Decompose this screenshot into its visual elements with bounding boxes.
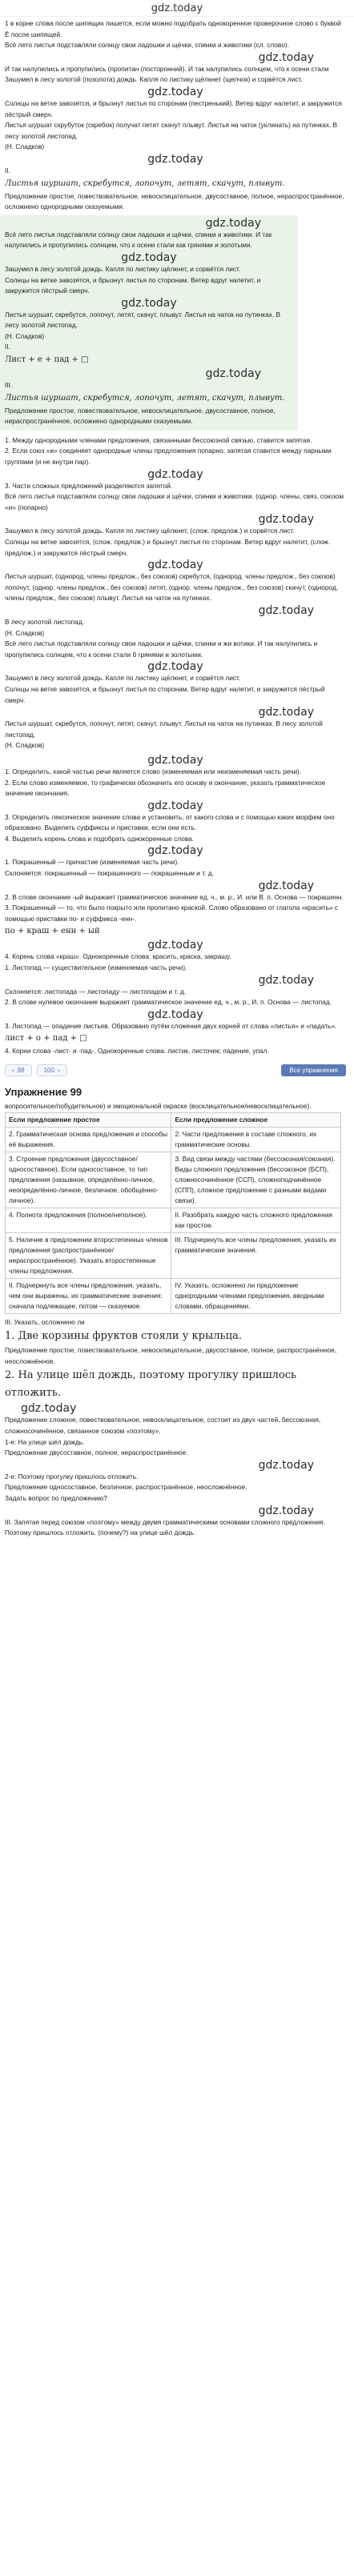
exercise-pager [5, 1060, 346, 1081]
watermark: gdz.today [258, 1458, 314, 1472]
final-paragraph: Солнцы на ветке завозятся, и брызнут листья по сторонам. Ветер вдруг налетит, и закружится пёстрый смерч. [5, 684, 325, 704]
formula-label: II. [5, 343, 10, 351]
sentence-analysis: Предложение простое, повествовательное, невосклицательное, двусоставное, полное, нераспространённое, осложнено однородными сказуемыми. [5, 191, 344, 211]
table-cell: 2. Части предложения в составе сложного, их грамматические основы. [171, 1127, 341, 1152]
answer-line: Предложение двусоставное, полное, нераспространённое. [5, 1448, 188, 1457]
table-header-complex: Если предложение сложное [171, 1112, 341, 1127]
solution-content [0, 17, 354, 1539]
watermark: gdz.today [147, 559, 203, 572]
watermark: gdz.today [147, 152, 203, 166]
exercise-intro: вопросительное/побудительное) и эмоциональной окраске (восклицательное/невосклицательное). [5, 1102, 312, 1110]
morph-block [5, 754, 346, 1057]
table-cell: IV. Указать, осложнено ли предложение однородными членами предложения, вводными словами, обращениями. [171, 1278, 341, 1313]
morph-item: 3. Листопад — опадение листьев. Образовано путём сложения двух корней от слова «листья» и «падать». [5, 1021, 337, 1030]
example-paragraph: Всё лето листья подставляли солнцу свои ладошки и щёчки, спинки и животики. (однор. члены, связ. союзом «и» (попарно) [5, 492, 344, 511]
morph-item: 4. Корни слова -лист- и -пад-. Однокоренные слова: листик, листочек; падение, упал. [5, 1047, 269, 1056]
final-paragraph: Листья шуршат, скребутся, лопочут, летят, скачут, плывут. Листья на чаток на путинках. В лесу золотой листопад. [5, 719, 323, 739]
chevron-right-icon: › [57, 1067, 60, 1074]
table-cell: 2. Грамматическая основа предложения и способы её выражения. [6, 1127, 171, 1152]
morph-item: 2. В слове нулевое окончание выражает грамматическое значение ед. ч., м. р., И. п. Основа — листопад. [5, 998, 332, 1007]
table-row [6, 1127, 341, 1152]
watermark: gdz.today [258, 513, 314, 527]
answer-line: Предложение простое, повествовательное, невосклицательное, двусоставное, полное, распространённое, неосложнённое. [5, 1346, 337, 1365]
answer-line: Поэтому пришлось отложить. (почему?) на улице шёл дождь. [5, 1528, 195, 1537]
final-paragraph: Зашумел в лесу золотой дождь. Капля по листику щёлкнет, и сорвётся лист. [5, 674, 241, 683]
morph-item: 2. В слове окончание -ый выражает грамматическое значение ед. ч., м. р., И. или В. п. Основа — покрашенн. [5, 892, 344, 901]
author-credit: (Н. Сладков) [5, 331, 45, 340]
comparison-table [5, 1112, 341, 1314]
final-paragraph: Всё лето листья подставляли солнцу свои ладошки и щёчки, спинки и жи вотики. И так налупились и пропупились солнцем, что к осени стали б грянями и золотыми. [5, 639, 318, 659]
example-sentence-1: 1. Две корзины фруктов стояли у крыльца. [5, 1330, 242, 1343]
word-formula: по + краш + енн + ый [5, 927, 100, 936]
morph-item: 1. Покрашенный — причастие (изменяемая часть речи). [5, 858, 179, 867]
table-cell: 5. Наличие в предложении второстепенных членов предложения (распространённое/нераспространённое). Указать второстепенные члены предложения. [6, 1232, 171, 1278]
watermark: gdz.today [205, 216, 261, 230]
watermark: gdz.today [147, 939, 203, 952]
example-sentence-2: 2. На улице шёл дождь, поэтому прогулку пришлось отложить. [5, 1369, 297, 1400]
intro-paragraph: 1 в корне слова после шипящих пишется, если можно подобрать однокоренное проверочное слово с буквой Ё после шипящей. [5, 19, 341, 38]
word-formula: лист + о + пад + □ [5, 1034, 87, 1044]
next-exercise-number: 100 [43, 1067, 54, 1074]
table-row [6, 1232, 341, 1278]
next-exercise-button[interactable] [37, 1064, 67, 1076]
watermark: gdz.today [147, 753, 203, 767]
prev-exercise-button[interactable] [5, 1064, 32, 1076]
author-credit: (Н. Сладков) [5, 628, 45, 637]
exercise-title: Упражнение 99 [5, 1086, 82, 1098]
watermark: gdz.today [258, 706, 314, 719]
watermark: gdz.today [258, 1504, 314, 1517]
example-paragraph: В лесу золотой листопад. [5, 617, 84, 626]
green-paragraph: Солнцы на ветке завозятся, и брызнут листья по сторонам. Ветер вдруг налетит, и закружится пёстрый смерч. [5, 275, 261, 295]
morph-item: Склоняется: покрашенный — покрашенного — покрашенным и т. д. [5, 869, 214, 878]
prev-exercise-number: 98 [17, 1067, 25, 1074]
watermark: gdz.today [147, 85, 203, 98]
scheme-label: III. [5, 381, 13, 390]
top-logo[interactable] [0, 0, 354, 17]
answer-label: III. Указать, осложнено ли [5, 1317, 85, 1326]
answer-line: 1-е: На улице шёл дождь. [5, 1437, 85, 1446]
table-cell: III. Подчеркнуть все члены предложения, указать их грамматические значения. [171, 1232, 341, 1278]
morph-item: 1. Определить, какой частью речи является слово (изменяемая или неизменяемая часть речи). [5, 767, 302, 775]
table-cell: 3. Вид связи между частями (бессоюзная/союзная). Виды сложного предложения (бессоюзное (БСП), сложносочинённое (ССП), сложноподчинённое (СПП), сложное предложение с разными видами связи). [171, 1152, 341, 1208]
all-exercises-button[interactable]: Все упражнения [281, 1064, 346, 1076]
notes-block [5, 435, 346, 751]
sentence-scheme: Листья шуршат, скребутся, лопочут, летят, скачут, плывут. [5, 178, 285, 188]
intro-paragraph: Зашумел в лесу золотой (позолота) дождь. Капля по листику щёлкнет (щелчок) и сорвётся лист. [5, 75, 303, 84]
author-credit: (Н. Сладков) [5, 142, 45, 151]
watermark: gdz.today [258, 50, 314, 64]
example-paragraph: Солнцы на ветке завозятся, (слож. предлож.) и брызнут листья по сторонам. Ветер вдруг налетит, (слож. предлож.) и закружится пёстрый смерч. [5, 538, 331, 557]
intro-paragraph: Листья шуршат скрубуток (скребок) получат петит скачут плывут. Листья на чаток (уклинать) на путинках. В лесу золотой листопад. [5, 121, 338, 140]
answer-line: 2-е: Поэтому прогулку пришлось отложить. [5, 1472, 139, 1480]
answer-line: Предложение сложное, повествовательное, невосклицательное, состоит из двух частей, бессоюзная, сложносочинённое, связанное союзом «поэтому». [5, 1416, 321, 1435]
site-logo-text: gdz.today [151, 2, 203, 14]
watermark: gdz.today [258, 973, 314, 987]
table-header-simple: Если предложение простое [6, 1112, 171, 1127]
morph-item: 3. Покрашенный — то, что было покрыто или пропитано краской. Слово образовано от глагола «красить» с помощью приставки по- и суффикса -енн-. [5, 903, 339, 923]
sentence-scheme: Листья шуршат, скребутся, лопочут, летят, скачут, плывут. [5, 393, 285, 403]
morph-item: 4. Корень слова «краш». Однокоренные слова: красить, краска, закрашу. [5, 952, 231, 961]
morph-item: 3. Определить лексическое значение слова и установить, от какого слова и с помощью каких морфем оно образовано. Выделить суффиксы и приставки, если они есть. [5, 812, 335, 832]
example-paragraph: Листья шуршат, (однород. члены предлож., без союзов) скребутся, (однород. члены предлож., без союзов) лопочут, (однор. члены предлож., без союзов) летят, (однор. члены предлож., без союзов) скачут, (однород. члены предлож., без союзов) плывут. Листья на чаток на путинках. [5, 572, 339, 603]
answer-block [5, 1317, 346, 1539]
intro-paragraph: Солнцы на ветке завозятся, и брызнут листья по сторонам (пестренький). Ветер вдруг налетит, и закружится пёстрый смерч. [5, 98, 342, 118]
morph-item: 2. Если слово изменяемое, то графически обозначить его основу и окончание, указать грамматическое значение окончания. [5, 778, 326, 798]
highlighted-answer-panel [0, 215, 298, 431]
morph-item: 1. Листопад — существительное (изменяемая часть речи). [5, 963, 187, 972]
watermark: gdz.today [205, 367, 261, 381]
table-cell: 4. Полнота предложения (полное/неполное). [6, 1208, 171, 1232]
watermark: gdz.today [121, 296, 177, 310]
watermark: gdz.today [258, 603, 314, 617]
watermark: gdz.today [121, 250, 177, 264]
watermark: gdz.today [147, 660, 203, 674]
ask-question-link[interactable]: Задать вопрос по предложению? [5, 1493, 107, 1502]
green-paragraph: Всё лето листья подставляли солнцу свои ладошки и щёчки, спинки и животики. И так налупились и пропупились солнцем, что к осени стали как грянями и золотыми. [5, 230, 272, 250]
watermark: gdz.today [258, 879, 314, 892]
table-row [6, 1278, 341, 1313]
table-cell: II. Подчеркнуть все члены предложения, указать, чем они выражены, их грамматические значения: сначала подлежащее, потом — сказуемое. [6, 1278, 171, 1313]
table-cell: II. Разобрать каждую часть сложного предложения как простое. [171, 1208, 341, 1232]
table-row [6, 1152, 341, 1208]
note-item: 3. Части сложных предложений разделяются запятой. [5, 481, 173, 490]
morph-item: Склоняется: листопада — листопаду — листопадом и т. д. [5, 987, 187, 996]
note-item: 2. Если союз «и» соединяет однородные члены предложения попарно, запятая ставится между парными группами (и не внутри пар). [5, 447, 332, 467]
morph-item: 4. Выделить корень слова и подобрать однокоренные слова. [5, 834, 195, 843]
intro-block [5, 18, 346, 213]
table-row [6, 1208, 341, 1232]
watermark: gdz.today [147, 467, 203, 481]
answer-line: III. Запятая перед союзом «поэтому» между двумя грамматическими основами сложного предложения. [5, 1517, 325, 1526]
sentence-analysis: Предложение простое, повествовательное, невосклицательное, двусоставное, полное, нераспространённое, осложнено однородными сказуемыми. [5, 406, 276, 426]
note-item: 1. Между однородными членами предложения, связанными бессоюзной связью, ставится запятая. [5, 435, 312, 444]
scheme-label: II. [5, 166, 10, 174]
green-paragraph: Зашумел в лесу золотой дождь. Капля по листику щёлкнет, и сорвётся лист. [5, 264, 241, 273]
answer-line: Предложение односоставное, безличное, распространённое, неосложнённое. [5, 1483, 247, 1492]
word-formula: Лист + е + пад + □ [5, 355, 89, 365]
table-header-row [6, 1112, 341, 1127]
example-paragraph: Зашумел в лесу золотой дождь. Капля по листику щёлкнет, (слож. предлож.) и сорвётся лист. [5, 527, 295, 535]
intro-paragraph: Всё лето листья подставляли солнцу свои ладошки и щёчки, спинки и животики (сл. слово). [5, 41, 289, 50]
watermark: gdz.today [147, 799, 203, 812]
table-cell: 3. Строение предложения (двусоставное/односоставное). Если односоставное, то тип предложения (назывное, определённо-личное, неопределённо-личное, безличное, обобщённо-личное). [6, 1152, 171, 1208]
chevron-left-icon: ‹ [12, 1067, 14, 1074]
green-paragraph: Листья шуршат, скребутся, лопочут, летят, скачут, плывут. Листья на чаток на путинках. В лесу золотой листопад. [5, 310, 281, 330]
watermark: gdz.today [21, 1402, 77, 1416]
author-credit: (Н. Сладков) [5, 741, 45, 750]
watermark: gdz.today [147, 844, 203, 858]
watermark: gdz.today [147, 1008, 203, 1021]
intro-paragraph: И так налупились и пропупились (пропитан (посторонний). И так налупились солнцем, что к осени стали [5, 64, 329, 73]
